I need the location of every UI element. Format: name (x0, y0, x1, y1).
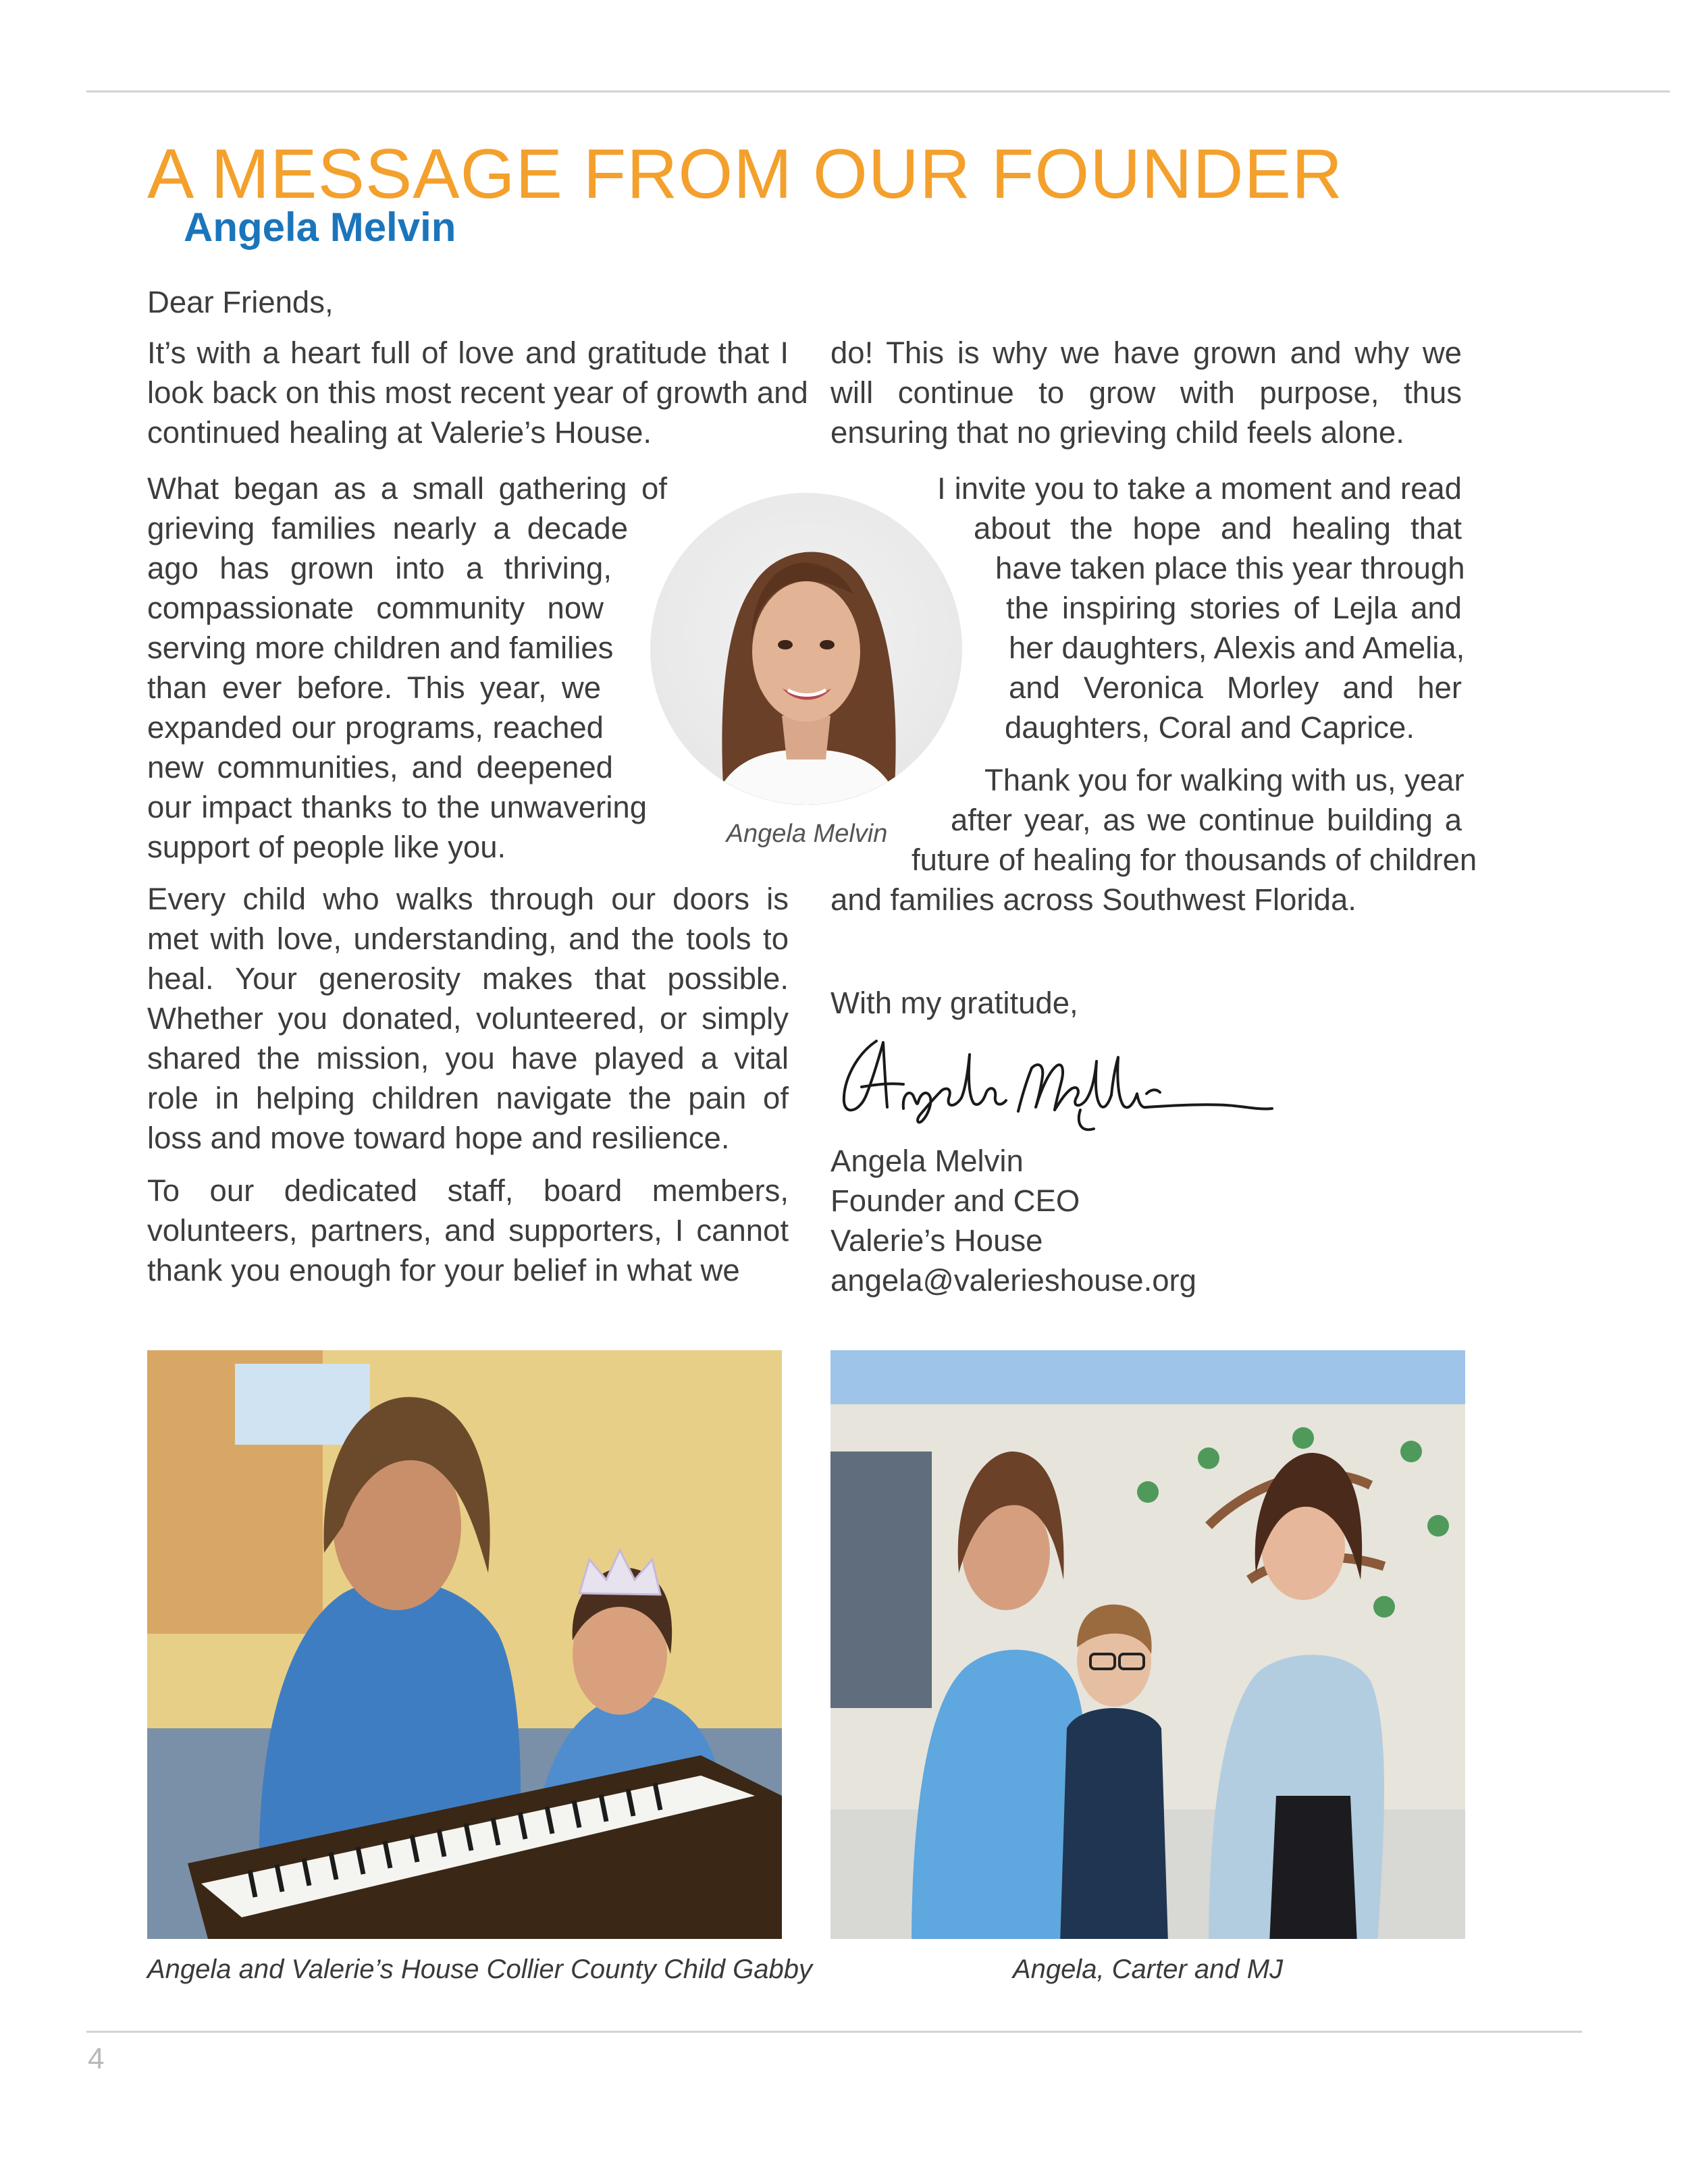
letter-closing: With my gratitude, (830, 986, 1078, 1020)
text-line: Thank you for walking with us, year (984, 763, 1465, 797)
text-line: her daughters, Alexis and Amelia, (1009, 631, 1465, 665)
letter-greeting: Dear Friends, (147, 285, 334, 319)
text-line: our impact thanks to the unwavering (147, 790, 647, 824)
text-line: and Veronica Morley and her (1009, 670, 1462, 705)
handwritten-signature (829, 1028, 1275, 1142)
text-line: and families across Southwest Florida. (830, 882, 1356, 917)
letter-paragraph-1 (147, 333, 808, 452)
photo-caption-right: Angela, Carter and MJ (1012, 1954, 1284, 1984)
text-line: serving more children and families (147, 631, 614, 665)
letter-paragraph-4: To our dedicated staff, board members, volunteers, partners, and supporters, I cannot thank you enough for your belief in what we (147, 1173, 789, 1287)
letter-paragraph-2 (147, 469, 681, 867)
signer-email: angela@valerieshouse.org (830, 1263, 1196, 1298)
signature-block (830, 1141, 1462, 1300)
signer-title: Founder and CEO (830, 1183, 1080, 1218)
founder-portrait-photo (650, 493, 962, 805)
text-line: grieving families nearly a decade (147, 511, 628, 545)
text-line: What began as a small gathering of (147, 471, 667, 506)
author-name-heading: Angela Melvin (184, 205, 456, 250)
text-line: compassionate community now (147, 591, 604, 625)
text-line: It’s with a heart full of love and gratitude that I (147, 336, 789, 370)
text-line: expanded our programs, reached (147, 710, 604, 745)
photo-angela-and-gabby (147, 1350, 782, 1939)
photo-caption-left: Angela and Valerie’s House Collier County Child Gabby (147, 1954, 812, 1984)
portrait-caption: Angela Melvin (726, 820, 888, 848)
text-line: look back on this most recent year of growth and (147, 375, 808, 410)
page-number: 4 (88, 2042, 105, 2075)
letter-paragraph-3: Every child who walks through our doors is met with love, understanding, and the tools to heal. Your generosity makes that possible. Whether you donated, volunteered, or simply shared the mission, you have played a vital role in helping children navigate the pain of loss and move toward hope and resilience. (147, 882, 789, 1155)
signer-name: Angela Melvin (830, 1144, 1024, 1178)
text-line: new communities, and deepened (147, 750, 613, 784)
letter-paragraph-4-continued: do! This is why we have grown and why we will continue to grow with purpose, thus ensuring that no grieving child feels alone. (830, 336, 1462, 450)
signer-organization: Valerie’s House (830, 1223, 1043, 1258)
text-line: after year, as we continue building a (951, 803, 1462, 837)
photo-angela-carter-and-mj (830, 1350, 1465, 1939)
text-line: the inspiring stories of Lejla and (1006, 591, 1462, 625)
text-line: future of healing for thousands of children (912, 843, 1477, 877)
bottom-divider (86, 2031, 1582, 2033)
text-line: support of people like you. (147, 830, 506, 864)
text-line: continued healing at Valerie’s House. (147, 415, 652, 450)
page-title: A MESSAGE FROM OUR FOUNDER (147, 135, 1344, 213)
top-divider (86, 90, 1670, 92)
text-line: I invite you to take a moment and read (937, 471, 1462, 506)
text-line: ago has grown into a thriving, (147, 551, 612, 585)
text-line: have taken place this year through (995, 551, 1465, 585)
text-line: daughters, Coral and Caprice. (1005, 710, 1415, 745)
text-line: about the hope and healing that (974, 511, 1462, 545)
text-line: than ever before. This year, we (147, 670, 601, 705)
